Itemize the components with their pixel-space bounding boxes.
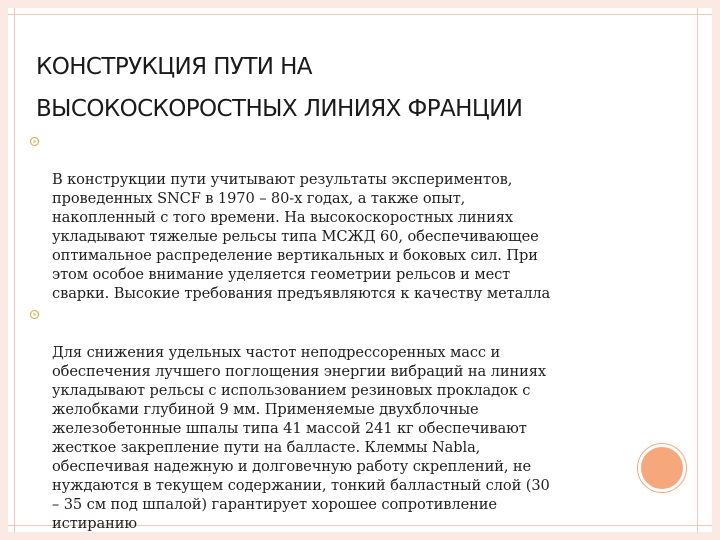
bullet-paragraph-2 bbox=[28, 305, 688, 533]
bullet-text-1: В конструкции пути учитывают результаты экспериментов, проведенных SNCF в 1970 – 80-х годах, а также опыт, накопленный с того времени. На высокоскоростных линиях укладывают тяжелые рельсы типа МСЖД 60, обеспечивающее оптимальное распределение вертикальных и боковых сил. При этом особое внимание уделяется геометрии рельсов и мест сварки. Высокие требования предъявляются к качеству металла bbox=[52, 171, 551, 302]
decorative-circle bbox=[638, 444, 686, 492]
circle-bullet-icon bbox=[30, 137, 39, 146]
slide-title-line-1: КОНСТРУКЦИЯ ПУТИ НА bbox=[36, 54, 312, 80]
frame-line-left bbox=[14, 8, 15, 532]
circle-bullet-icon bbox=[30, 310, 39, 319]
bullet-text-2: Для снижения удельных частот неподрессоренных масс и обеспечения лучшего поглощения энергии вибраций на линиях укладывают рельсы с использованием резиновых прокладок с желобками глубиной 9 мм. Применяемые двухблочные железобетонные шпалы типа 41 массой 241 кг обеспечивают жесткое закрепление пути на балласте. Клеммы Nabla, обеспечивая надежную и долговечную работу скреплений, не нуждаются в текущем содержании, тонкий балластный слой (30 – 35 см под шпалой) гарантирует хорошее сопротивление истиранию bbox=[52, 344, 550, 532]
bullet-paragraph-1 bbox=[28, 132, 688, 303]
slide-title bbox=[36, 46, 676, 130]
slide-title-line-2: ВЫСОКОСКОРОСТНЫХ ЛИНИЯХ ФРАНЦИИ bbox=[36, 96, 523, 122]
slide-content bbox=[28, 132, 688, 533]
frame-line-right bbox=[697, 8, 698, 532]
frame-line-top bbox=[8, 14, 712, 15]
